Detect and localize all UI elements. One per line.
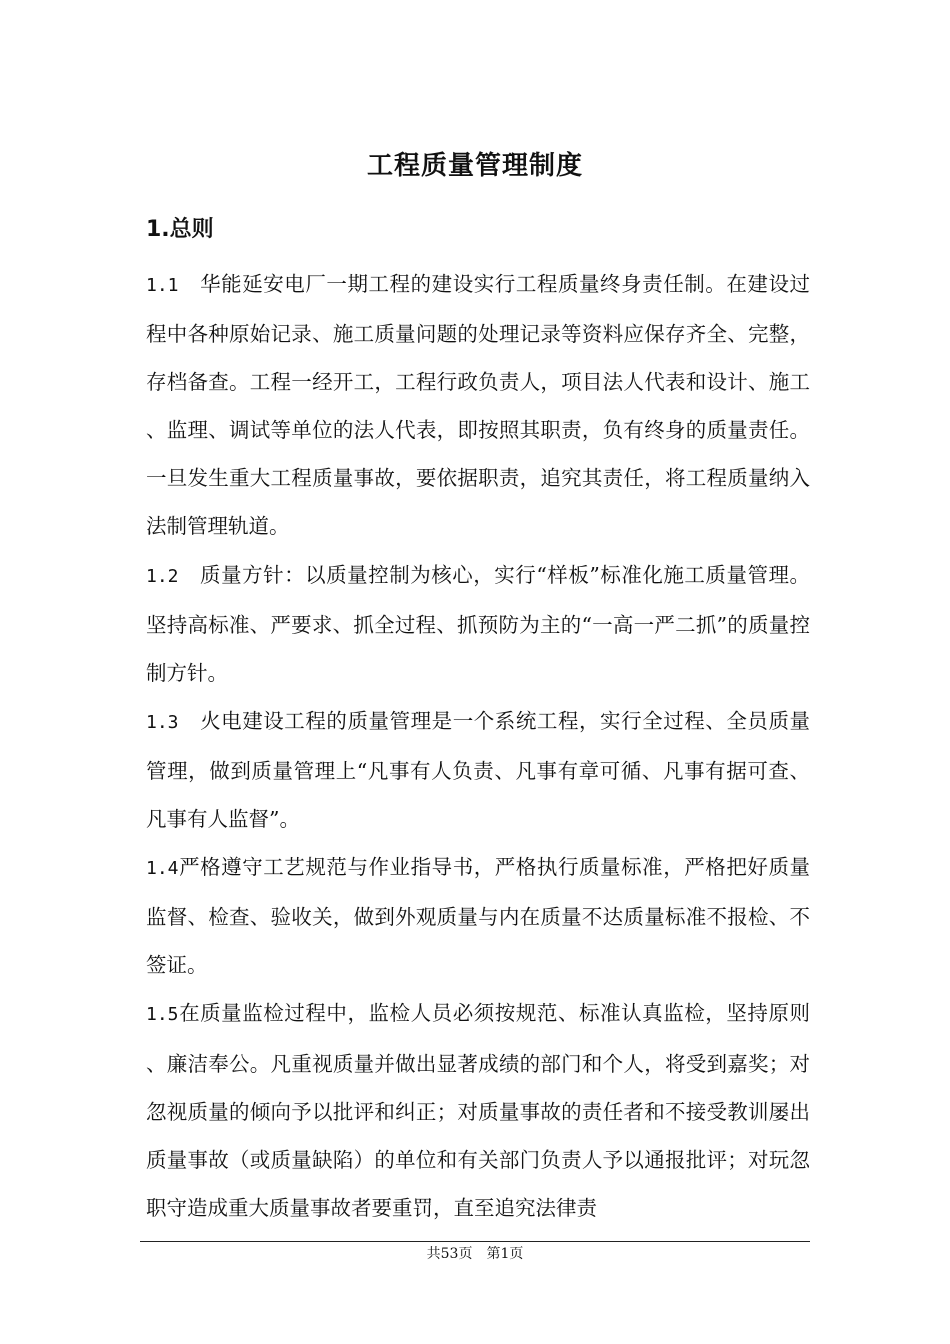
paragraph-number: 1.1	[146, 275, 179, 296]
paragraph-text: 火电建设工程的质量管理是一个系统工程，实行全过程、全员质量管理，做到质量管理上“凡事有人负责、凡事有章可循、凡事有据可查、凡事有人监督”。	[146, 708, 810, 832]
paragraph-text: 严格遵守工艺规范与作业指导书，严格执行质量标准，严格把好质量监督、检查、验收关，做到外观质量与内在质量不达质量标准不报检、不签证。	[146, 855, 810, 978]
paragraph-number: 1.5	[146, 1004, 179, 1026]
paragraph-text: 华能延安电厂一期工程的建设实行工程质量终身责任制。在建设过程中各种原始记录、施工质量问题的处理记录等资料应保存齐全、完整，存档备查。工程一经开工，工程行政负责人，项目法人代表和设计、施工、监理、调试等单位的法人代表，即按照其职责，负有终身的质量责任。一旦发生重大工程质量事故，要依据职责，追究其责任，将工程质量纳入法制管理轨道。	[146, 272, 810, 539]
paragraph-text: 质量方针：以质量控制为核心，实行“样板”标准化施工质量管理。坚持高标准、严要求、抓全过程、抓预防为主的“一高一严二抓”的质量控制方针。	[146, 562, 810, 685]
paragraph-1-1	[146, 260, 810, 551]
paragraph-1-2	[146, 551, 810, 697]
paragraph-number: 1.2	[146, 565, 179, 587]
page-footer: 共53页 第1页	[426, 1246, 524, 1262]
paragraph-number: 1.3	[146, 711, 179, 733]
document-title: 工程质量管理制度	[366, 151, 583, 181]
document-body	[146, 260, 810, 1232]
paragraph-number: 1.4	[146, 858, 179, 880]
section-heading: 1.总则	[146, 217, 214, 242]
paragraph-1-3	[146, 697, 810, 843]
paragraph-1-4	[146, 843, 810, 989]
paragraph-text: 在质量监检过程中，监检人员必须按规范、标准认真监检，坚持原则、廉洁奉公。凡重视质量并做出显著成绩的部门和个人，将受到嘉奖；对忽视质量的倾向予以批评和纠正；对质量事故的责任者和不接受教训屡出质量事故（或质量缺陷）的单位和有关部门负责人予以通报批评；对玩忽职守造成重大质量事故者要重罚，直至追究法律责	[146, 1001, 810, 1220]
paragraph-1-5	[146, 989, 810, 1231]
